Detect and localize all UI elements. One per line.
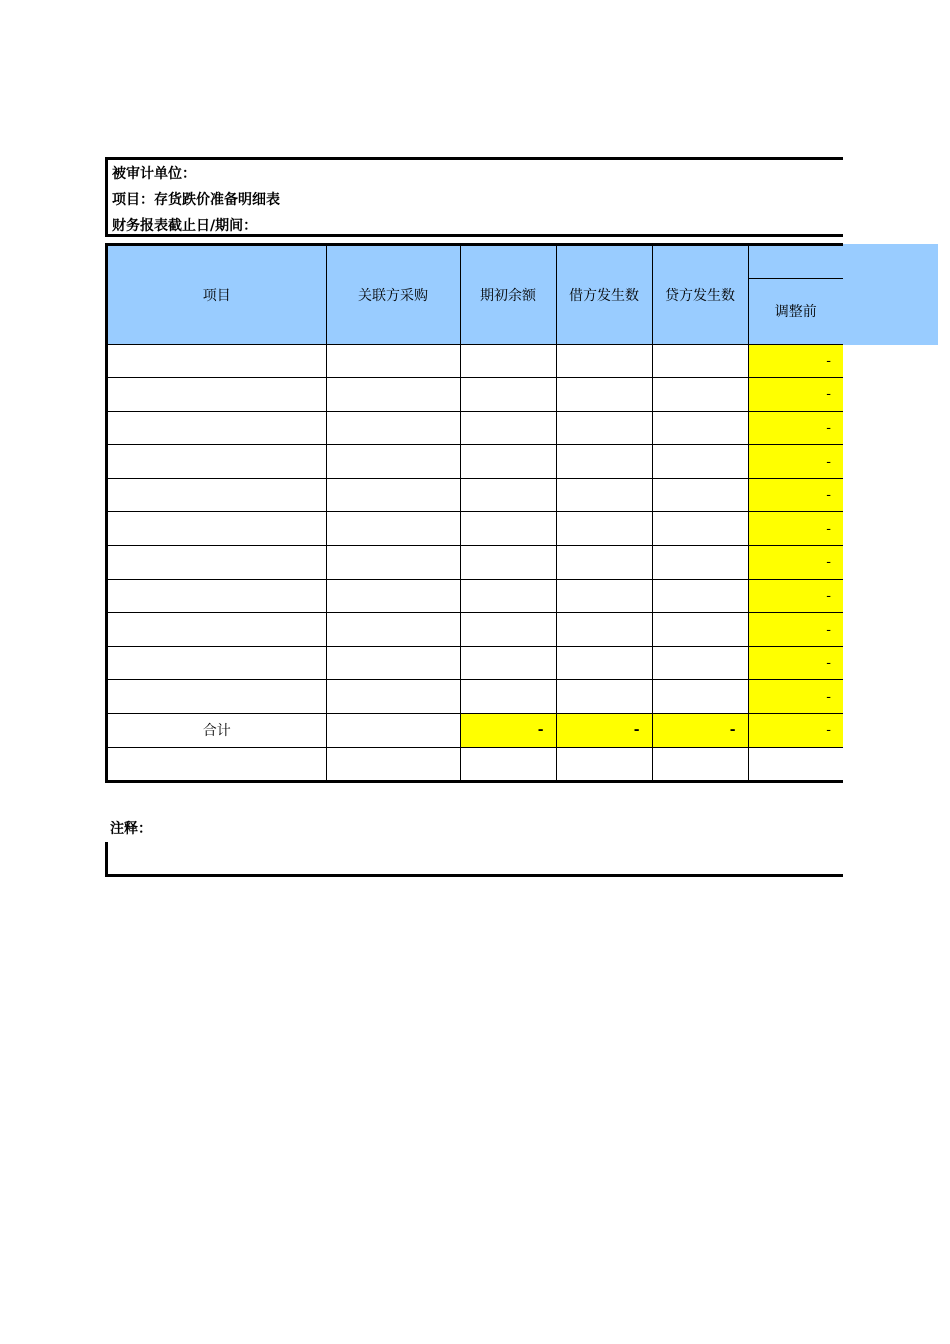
cell-item[interactable] (108, 378, 326, 412)
col-header-item: 项目 (108, 246, 326, 344)
cell-before-adjustment[interactable]: - (748, 613, 843, 647)
cell-opening-balance[interactable] (460, 747, 556, 781)
cell-debit[interactable] (556, 546, 652, 580)
cell-item[interactable] (108, 478, 326, 512)
cell-debit[interactable] (556, 579, 652, 613)
detail-table (105, 243, 843, 783)
cell-opening-balance[interactable] (460, 546, 556, 580)
cell-before-adjustment[interactable]: - (748, 445, 843, 479)
cell-before-adjustment[interactable]: - (748, 646, 843, 680)
notes-label: 注释： (110, 821, 152, 837)
cell-credit[interactable] (652, 344, 748, 378)
cell-opening-balance[interactable] (460, 344, 556, 378)
table-row (108, 613, 843, 647)
total-credit[interactable]: - (652, 714, 748, 748)
cell-opening-balance[interactable] (460, 579, 556, 613)
total-related-purchase[interactable] (326, 714, 460, 748)
total-label: 合计 (108, 714, 326, 748)
cell-item[interactable] (108, 613, 326, 647)
cell-credit[interactable] (652, 680, 748, 714)
period-label: 财务报表截止日/期间： (112, 218, 258, 234)
cell-opening-balance[interactable] (460, 680, 556, 714)
cell-debit[interactable] (556, 613, 652, 647)
cell-related-purchase[interactable] (326, 512, 460, 546)
cell-credit[interactable] (652, 512, 748, 546)
cell-debit[interactable] (556, 747, 652, 781)
cell-related-purchase[interactable] (326, 546, 460, 580)
table-row (108, 478, 843, 512)
cell-before-adjustment[interactable] (748, 747, 843, 781)
cell-related-purchase[interactable] (326, 445, 460, 479)
audited-unit-label: 被审计单位： (112, 166, 196, 182)
cell-debit[interactable] (556, 646, 652, 680)
table-row (108, 411, 843, 445)
cell-item[interactable] (108, 747, 326, 781)
table-row (108, 512, 843, 546)
total-opening-balance[interactable]: - (460, 714, 556, 748)
cell-item[interactable] (108, 344, 326, 378)
cell-related-purchase[interactable] (326, 478, 460, 512)
cell-related-purchase[interactable] (326, 613, 460, 647)
cell-item[interactable] (108, 579, 326, 613)
cell-debit[interactable] (556, 344, 652, 378)
report-header (105, 157, 843, 237)
total-row (108, 714, 843, 748)
cell-before-adjustment[interactable]: - (748, 378, 843, 412)
cell-related-purchase[interactable] (326, 378, 460, 412)
item-title: 项目：存货跌价准备明细表 (112, 192, 280, 208)
cell-credit[interactable] (652, 646, 748, 680)
table-row (108, 680, 843, 714)
cell-debit[interactable] (556, 478, 652, 512)
header-fill-overflow (843, 244, 938, 345)
cell-opening-balance[interactable] (460, 378, 556, 412)
cell-credit[interactable] (652, 747, 748, 781)
cell-opening-balance[interactable] (460, 445, 556, 479)
cell-opening-balance[interactable] (460, 613, 556, 647)
cell-credit[interactable] (652, 478, 748, 512)
total-debit[interactable]: - (556, 714, 652, 748)
total-before-adjustment[interactable]: - (748, 714, 843, 748)
table-row (108, 344, 843, 378)
cell-debit[interactable] (556, 445, 652, 479)
cell-opening-balance[interactable] (460, 411, 556, 445)
table-row (108, 579, 843, 613)
cell-related-purchase[interactable] (326, 747, 460, 781)
cell-item[interactable] (108, 512, 326, 546)
cell-credit[interactable] (652, 411, 748, 445)
blank-row (108, 747, 843, 781)
cell-credit[interactable] (652, 546, 748, 580)
col-header-debit: 借方发生数 (556, 246, 652, 344)
cell-item[interactable] (108, 646, 326, 680)
cell-before-adjustment[interactable]: - (748, 579, 843, 613)
table-row (108, 445, 843, 479)
col-header-related-purchase: 关联方采购 (326, 246, 460, 344)
cell-before-adjustment[interactable]: - (748, 411, 843, 445)
cell-debit[interactable] (556, 512, 652, 546)
cell-related-purchase[interactable] (326, 646, 460, 680)
cell-before-adjustment[interactable]: - (748, 546, 843, 580)
cell-before-adjustment[interactable]: - (748, 344, 843, 378)
cell-opening-balance[interactable] (460, 646, 556, 680)
table-row (108, 546, 843, 580)
cell-before-adjustment[interactable]: - (748, 680, 843, 714)
cell-opening-balance[interactable] (460, 478, 556, 512)
cell-opening-balance[interactable] (460, 512, 556, 546)
cell-related-purchase[interactable] (326, 344, 460, 378)
cell-credit[interactable] (652, 579, 748, 613)
cell-credit[interactable] (652, 445, 748, 479)
cell-before-adjustment[interactable]: - (748, 478, 843, 512)
cell-credit[interactable] (652, 613, 748, 647)
table-row (108, 378, 843, 412)
cell-related-purchase[interactable] (326, 579, 460, 613)
cell-item[interactable] (108, 411, 326, 445)
cell-item[interactable] (108, 680, 326, 714)
cell-item[interactable] (108, 546, 326, 580)
table-row (108, 646, 843, 680)
col-header-credit: 贷方发生数 (652, 246, 748, 344)
notes-box[interactable] (105, 842, 843, 877)
cell-item[interactable] (108, 445, 326, 479)
cell-debit[interactable] (556, 378, 652, 412)
cell-credit[interactable] (652, 378, 748, 412)
cell-debit[interactable] (556, 680, 652, 714)
col-header-group (748, 246, 843, 278)
cell-related-purchase[interactable] (326, 411, 460, 445)
cell-debit[interactable] (556, 411, 652, 445)
col-header-before-adjustment: 调整前 (748, 278, 843, 344)
cell-before-adjustment[interactable]: - (748, 512, 843, 546)
col-header-opening-balance: 期初余额 (460, 246, 556, 344)
cell-related-purchase[interactable] (326, 680, 460, 714)
